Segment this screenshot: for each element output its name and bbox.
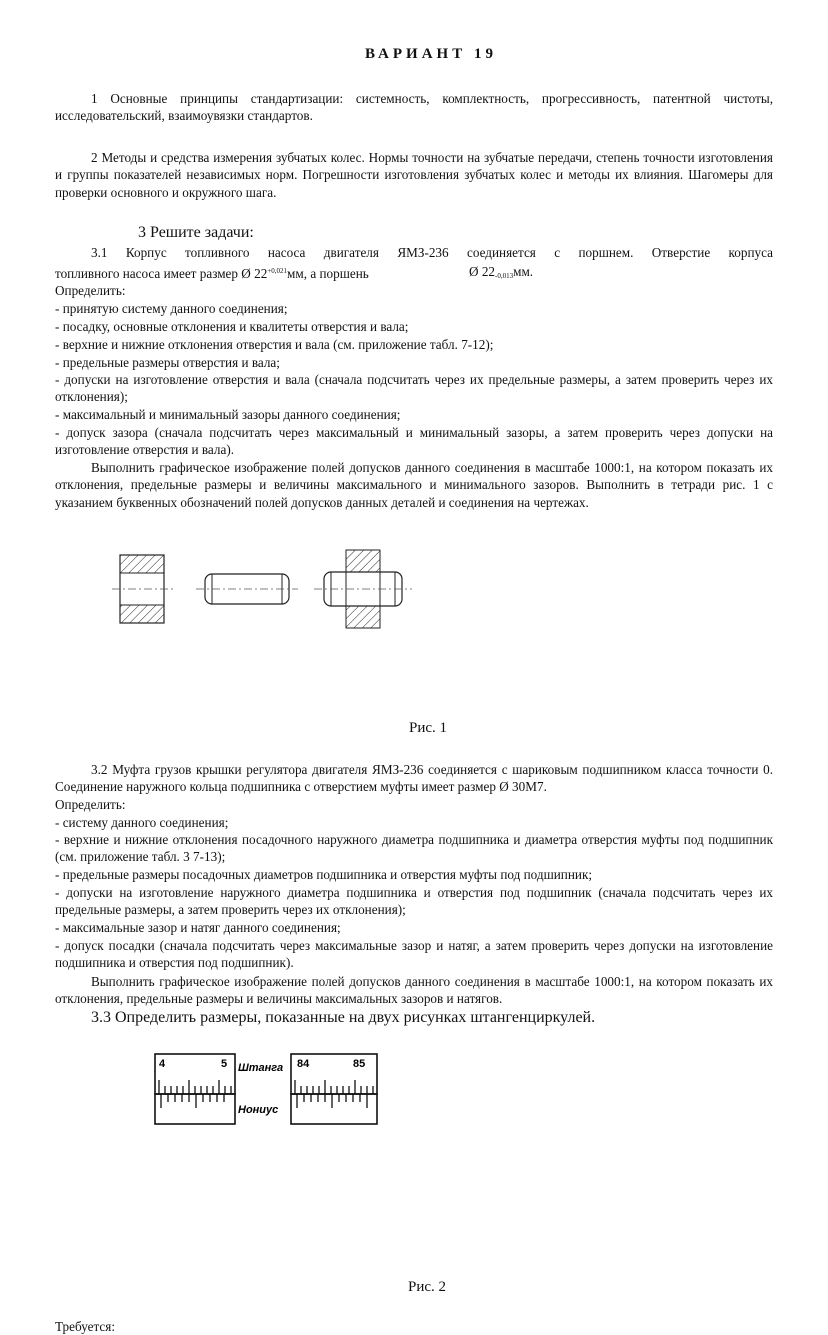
task-3-2-intro: 3.2 Муфта грузов крышки регулятора двигателя ЯМЗ-236 соединяется с шариковым подшипником класса точности 0. Соединение наружного кольца подшипника с отверстием муфты имеет размер Ø 30М7. bbox=[55, 762, 773, 795]
caliper-label-vernier: Нониус bbox=[238, 1104, 279, 1116]
question-3-heading: 3 Решите задачи: bbox=[138, 224, 254, 241]
task-3-2-item: - допуск посадки (сначала подсчитать через максимальные зазор и натяг, а затем проверить через допуски на изготовление подшипника и отверстия под подшипник). bbox=[55, 938, 773, 971]
caliper-right-number-1: 84 bbox=[297, 1058, 310, 1070]
task-3-1-sizes bbox=[55, 263, 773, 282]
task-3-1-item: - допуск зазора (сначала подсчитать через максимальный и минимальный зазоры, а затем проверить через допуски на изготовление отверстия и вала). bbox=[55, 425, 773, 458]
caliper-right-number-2: 85 bbox=[353, 1058, 366, 1070]
piston-drawing bbox=[196, 574, 298, 604]
scale-ticks bbox=[295, 1080, 373, 1094]
task-3-1-determine: Определить: bbox=[55, 283, 126, 298]
required-label: Требуется: bbox=[55, 1319, 115, 1334]
caliper-right bbox=[291, 1054, 377, 1124]
task-3-2-item: - допуски на изготовление наружного диаметра подшипника и отверстия под подшипник (сначала подсчитать через их предельные размеры, а затем проверить через их отклонения); bbox=[55, 885, 773, 918]
task-3-1-item: - принятую систему данного соединения; bbox=[55, 301, 288, 316]
question-1: 1 Основные принципы стандартизации: системность, комплектность, прогрессивность, патентной чистоты, исследовательский, взаимоувязки стандартов. bbox=[55, 91, 773, 124]
assembly-drawing bbox=[314, 550, 412, 628]
task-3-2-determine: Определить: bbox=[55, 797, 126, 812]
scale-ticks bbox=[297, 1094, 367, 1108]
figure-2-calipers bbox=[125, 1034, 405, 1159]
task-3-1-instruction: Выполнить графическое изображение полей допусков данного соединения в масштабе 1000:1, на котором показать их отклонения, предельные размеры и величины максимального и минимального зазоров. Выполнить в тетради рис. 1 с указанием буквенных обозначений полей допусков данных деталей и соединения на чертежах. bbox=[55, 460, 773, 510]
scale-ticks bbox=[159, 1080, 231, 1094]
task-3-1-item: - допуски на изготовление отверстия и вала (сначала подсчитать через их предельные размеры, а затем проверить через их отклонения); bbox=[55, 372, 773, 405]
task-3-1-item: - максимальный и минимальный зазоры данного соединения; bbox=[55, 407, 401, 422]
caliper-left-number-2: 5 bbox=[221, 1058, 228, 1070]
task-3-1-intro: 3.1 Корпус топливного насоса двигателя ЯМЗ-236 соединяется с поршнем. Отверстие корпуса bbox=[91, 245, 773, 260]
shaft-size: Ø $22_{-0,013}мм$. bbox=[469, 264, 534, 280]
scale-ticks bbox=[161, 1094, 224, 1108]
task-3-2-item: - систему данного соединения; bbox=[55, 815, 229, 830]
task-3-1-item: - посадку, основные отклонения и квалитеты отверстия и вала; bbox=[55, 319, 409, 334]
task-3-2-item: - предельные размеры посадочных диаметров подшипника и отверстия муфты под подшипник; bbox=[55, 867, 593, 882]
question-2: 2 Методы и средства измерения зубчатых колес. Нормы точности на зубчатые передачи, степень точности изготовления и группы показателей независимых норм. Погрешности изготовления зубчатых колес и методы их влияния. Шагомеры для проверки основного и окружного шага. bbox=[55, 150, 773, 200]
task-3-2-item: - верхние и нижние отклонения посадочного наружного диаметра подшипника и диаметра отверстия муфты под подшипник (см. приложение табл. 3 7-13); bbox=[55, 832, 773, 865]
task-3-3: 3.3 Определить размеры, показанные на двух рисунках штангенциркулей. bbox=[91, 1009, 596, 1026]
caliper-label-main-scale: Штанга bbox=[238, 1062, 284, 1074]
variant-title: ВАРИАНТ 19 bbox=[365, 46, 497, 62]
housing-drawing bbox=[112, 555, 174, 623]
task-3-1-item: - верхние и нижние отклонения отверстия и вала (см. приложение табл. 7-12); bbox=[55, 337, 494, 352]
hole-size: топливного насоса имеет размер Ø $22^{+0,021}мм$, а поршень bbox=[55, 266, 369, 281]
task-3-1-item: - предельные размеры отверстия и вала; bbox=[55, 355, 280, 370]
figure-1-caption: Рис. 1 bbox=[409, 720, 448, 736]
task-3-2-instruction: Выполнить графическое изображение полей допусков данного соединения в масштабе 1000:1, на котором показать их отклонения, предельные размеры и величины максимальных зазоров и натягов. bbox=[55, 974, 773, 1007]
figure-2-caption: Рис. 2 bbox=[408, 1279, 447, 1295]
figure-1-drawing bbox=[108, 534, 428, 634]
task-3-2-item: - максимальные зазор и натяг данного соединения; bbox=[55, 920, 341, 935]
caliper-left-number-1: 4 bbox=[159, 1058, 166, 1070]
